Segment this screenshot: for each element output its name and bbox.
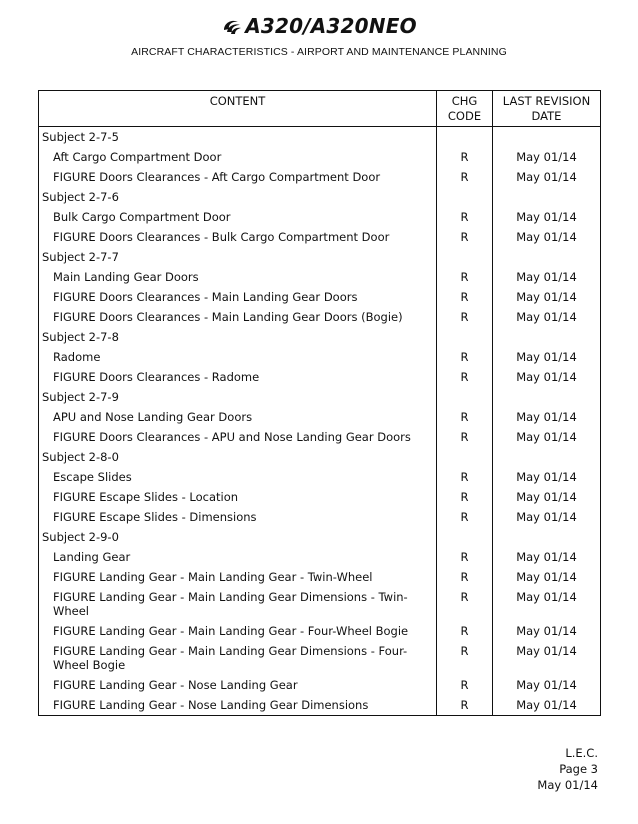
revision-date-cell: May 01/14 (493, 147, 601, 167)
content-cell: FIGURE Landing Gear - Main Landing Gear - Twin-Wheel (39, 567, 437, 587)
revision-date-cell: May 01/14 (493, 507, 601, 527)
table-row (39, 467, 601, 487)
revision-date-cell: May 01/14 (493, 547, 601, 567)
table-row (39, 147, 601, 167)
revision-date-cell (493, 127, 601, 148)
table-row (39, 367, 601, 387)
chg-code-cell: R (437, 641, 493, 675)
table-row (39, 307, 601, 327)
footer-date: May 01/14 (537, 778, 598, 792)
content-cell: FIGURE Landing Gear - Nose Landing Gear (39, 675, 437, 695)
revision-date-cell: May 01/14 (493, 307, 601, 327)
content-header-label: CONTENT (209, 94, 266, 108)
revision-date-cell: May 01/14 (493, 675, 601, 695)
chg-code-cell (437, 387, 493, 407)
table-row (39, 267, 601, 287)
revision-date-cell: May 01/14 (493, 167, 601, 187)
document-subtitle: AIRCRAFT CHARACTERISTICS - AIRPORT AND MAINTENANCE PLANNING (131, 46, 507, 58)
chg-code-cell: R (437, 427, 493, 447)
table-row (39, 675, 601, 695)
revision-date-cell: May 01/14 (493, 487, 601, 507)
revision-date-cell (493, 187, 601, 207)
chg-code-cell: R (437, 307, 493, 327)
revision-date-cell: May 01/14 (493, 641, 601, 675)
content-cell: Escape Slides (39, 467, 437, 487)
subject-row (39, 187, 601, 207)
content-cell: FIGURE Doors Clearances - Main Landing Gear Doors (39, 287, 437, 307)
table-row (39, 347, 601, 367)
chg-code-cell: R (437, 167, 493, 187)
subject-row (39, 527, 601, 547)
table-row (39, 427, 601, 447)
revision-date-cell (493, 447, 601, 467)
chg-code-cell: R (437, 467, 493, 487)
table-row (39, 587, 601, 621)
table-row (39, 621, 601, 641)
chg-code-cell (437, 447, 493, 467)
content-cell: Landing Gear (39, 547, 437, 567)
table-row (39, 407, 601, 427)
content-cell: APU and Nose Landing Gear Doors (39, 407, 437, 427)
document-header (0, 14, 638, 58)
content-cell: FIGURE Landing Gear - Main Landing Gear - Four-Wheel Bogie (39, 621, 437, 641)
table-row (39, 695, 601, 716)
content-cell: FIGURE Doors Clearances - APU and Nose Landing Gear Doors (39, 427, 437, 447)
revision-date-cell (493, 327, 601, 347)
table-row (39, 287, 601, 307)
chg-code-cell: R (437, 567, 493, 587)
revision-date-cell: May 01/14 (493, 287, 601, 307)
table-row (39, 207, 601, 227)
chg-code-cell: R (437, 207, 493, 227)
chg-code-column-header (437, 91, 493, 127)
content-cell: FIGURE Doors Clearances - Radome (39, 367, 437, 387)
table-row (39, 567, 601, 587)
revision-date-cell (493, 387, 601, 407)
chg-code-cell: R (437, 621, 493, 641)
content-cell: FIGURE Landing Gear - Main Landing Gear Dimensions - Twin-Wheel (39, 587, 437, 621)
revision-date-cell: May 01/14 (493, 621, 601, 641)
chg-code-cell (437, 127, 493, 148)
content-cell: FIGURE Landing Gear - Nose Landing Gear Dimensions (39, 695, 437, 716)
content-cell: Aft Cargo Compartment Door (39, 147, 437, 167)
chg-code-cell: R (437, 267, 493, 287)
footer-section-label: L.E.C. (565, 746, 598, 760)
revision-date-cell: May 01/14 (493, 367, 601, 387)
chg-code-cell (437, 247, 493, 267)
subject-row (39, 127, 601, 148)
chg-code-cell: R (437, 147, 493, 167)
footer-page-number: Page 3 (559, 762, 598, 776)
list-of-effective-content-table (38, 90, 601, 716)
chg-code-cell: R (437, 407, 493, 427)
airbus-swirl-icon (221, 16, 243, 36)
revision-date-column-header (493, 91, 601, 127)
content-cell: FIGURE Doors Clearances - Aft Cargo Compartment Door (39, 167, 437, 187)
subject-row (39, 447, 601, 467)
revision-date-cell: May 01/14 (493, 695, 601, 716)
chg-header-line1: CHG (451, 94, 478, 108)
content-cell: FIGURE Escape Slides - Location (39, 487, 437, 507)
revision-date-cell: May 01/14 (493, 427, 601, 447)
document-title: A320/A320NEO (245, 14, 417, 38)
revision-date-cell (493, 527, 601, 547)
revision-date-cell: May 01/14 (493, 587, 601, 621)
content-cell: Subject 2-8-0 (39, 447, 437, 467)
content-cell: Main Landing Gear Doors (39, 267, 437, 287)
chg-code-cell: R (437, 487, 493, 507)
content-cell: FIGURE Doors Clearances - Bulk Cargo Compartment Door (39, 227, 437, 247)
subject-row (39, 327, 601, 347)
revision-date-cell: May 01/14 (493, 467, 601, 487)
table-row (39, 167, 601, 187)
chg-code-cell: R (437, 227, 493, 247)
page-footer (537, 745, 598, 793)
revision-date-cell: May 01/14 (493, 267, 601, 287)
revision-date-cell: May 01/14 (493, 567, 601, 587)
content-cell: Subject 2-7-5 (39, 127, 437, 148)
table-row (39, 547, 601, 567)
table-row (39, 641, 601, 675)
content-cell: Bulk Cargo Compartment Door (39, 207, 437, 227)
content-cell: Subject 2-7-7 (39, 247, 437, 267)
content-cell: FIGURE Landing Gear - Main Landing Gear Dimensions - Four-Wheel Bogie (39, 641, 437, 675)
chg-code-cell: R (437, 347, 493, 367)
content-cell: Subject 2-9-0 (39, 527, 437, 547)
content-cell: Subject 2-7-8 (39, 327, 437, 347)
chg-code-cell (437, 187, 493, 207)
chg-code-cell: R (437, 367, 493, 387)
title-row (0, 14, 638, 38)
revision-date-cell: May 01/14 (493, 227, 601, 247)
chg-header-line2: CODE (447, 109, 482, 123)
content-cell: FIGURE Doors Clearances - Main Landing Gear Doors (Bogie) (39, 307, 437, 327)
revision-date-cell: May 01/14 (493, 347, 601, 367)
table-header-row (39, 91, 601, 127)
chg-code-cell (437, 527, 493, 547)
date-header-line2: DATE (531, 109, 562, 123)
date-header-line1: LAST REVISION (502, 94, 591, 108)
content-column-header (39, 91, 437, 127)
revision-date-cell: May 01/14 (493, 207, 601, 227)
subject-row (39, 387, 601, 407)
chg-code-cell: R (437, 507, 493, 527)
chg-code-cell: R (437, 587, 493, 621)
revision-date-cell (493, 247, 601, 267)
table-row (39, 227, 601, 247)
content-cell: Radome (39, 347, 437, 367)
chg-code-cell: R (437, 675, 493, 695)
table-row (39, 507, 601, 527)
chg-code-cell (437, 327, 493, 347)
table-row (39, 487, 601, 507)
chg-code-cell: R (437, 287, 493, 307)
chg-code-cell: R (437, 695, 493, 716)
content-cell: FIGURE Escape Slides - Dimensions (39, 507, 437, 527)
subject-row (39, 247, 601, 267)
content-cell: Subject 2-7-6 (39, 187, 437, 207)
content-cell: Subject 2-7-9 (39, 387, 437, 407)
chg-code-cell: R (437, 547, 493, 567)
table-body (39, 127, 601, 716)
revision-date-cell: May 01/14 (493, 407, 601, 427)
